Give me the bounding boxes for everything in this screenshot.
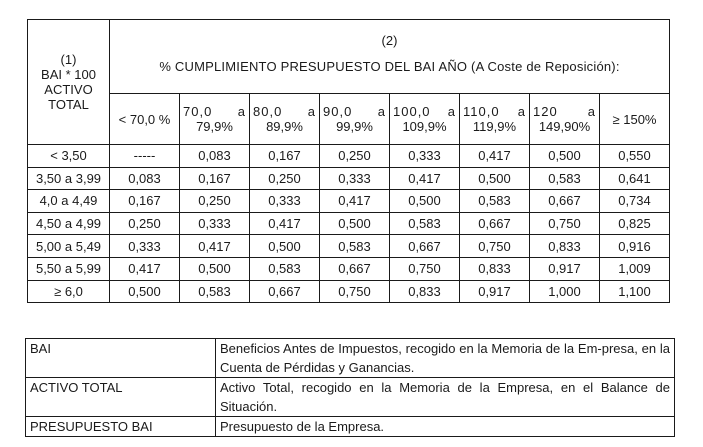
- coefficient-cell: 0,583: [530, 167, 600, 190]
- row-label: 4,0 a 4,49: [28, 190, 110, 213]
- coefficient-cell: 0,167: [250, 145, 320, 168]
- coefficient-cell: 1,100: [600, 280, 670, 303]
- coefficient-cell: 0,667: [390, 235, 460, 258]
- coefficient-cell: 0,500: [110, 280, 180, 303]
- coefficient-cell: 0,333: [320, 167, 390, 190]
- coefficient-cell: 0,500: [320, 212, 390, 235]
- coefficient-cell: 0,500: [250, 235, 320, 258]
- coefficient-cell: 0,083: [110, 167, 180, 190]
- coefficient-cell: 0,333: [250, 190, 320, 213]
- column-header: ≥ 150%: [600, 94, 670, 145]
- coefficient-cell: 0,167: [180, 167, 250, 190]
- row-header-formula: [28, 20, 110, 145]
- note-2: (2): [381, 32, 398, 48]
- coefficient-cell: 0,583: [320, 235, 390, 258]
- coefficient-cell: 0,417: [460, 145, 530, 168]
- column-header: 100,0 a 109,9%: [390, 94, 460, 145]
- row-label: 5,00 a 5,49: [28, 235, 110, 258]
- definition-term: PRESUPUESTO BAI: [26, 417, 216, 437]
- coefficient-cell: -----: [110, 145, 180, 168]
- definition-term: ACTIVO TOTAL: [26, 378, 216, 417]
- row-label: 3,50 a 3,99: [28, 167, 110, 190]
- coefficient-cell: 0,333: [110, 235, 180, 258]
- coefficient-cell: 0,583: [460, 190, 530, 213]
- row-label: 4,50 a 4,99: [28, 212, 110, 235]
- coefficient-cell: 0,750: [530, 212, 600, 235]
- coefficient-cell: 0,417: [320, 190, 390, 213]
- coefficient-cell: 1,000: [530, 280, 600, 303]
- coefficient-cell: 0,833: [460, 257, 530, 280]
- definition-row: [26, 339, 675, 378]
- coefficient-cell: 0,667: [530, 190, 600, 213]
- coefficient-cell: 0,833: [530, 235, 600, 258]
- table-row: [28, 145, 670, 168]
- coefficient-cell: 0,417: [390, 167, 460, 190]
- coefficient-table: [27, 19, 670, 303]
- coefficient-cell: 0,583: [390, 212, 460, 235]
- table-row: [28, 235, 670, 258]
- coefficient-cell: 0,333: [180, 212, 250, 235]
- definition-text: Activo Total, recogido en la Memoria de la Empresa, en el Balance de Situación.: [216, 378, 675, 417]
- table-row: [28, 212, 670, 235]
- coefficient-cell: 0,583: [250, 257, 320, 280]
- coefficient-cell: 0,250: [180, 190, 250, 213]
- coefficient-cell: 0,167: [110, 190, 180, 213]
- coefficient-cell: 0,641: [600, 167, 670, 190]
- note-1: (1): [60, 52, 77, 67]
- coefficient-cell: 0,417: [250, 212, 320, 235]
- coefficient-cell: 0,250: [320, 145, 390, 168]
- definition-row: [26, 417, 675, 437]
- formula-numerator: BAI * 100: [41, 67, 96, 82]
- coefficient-cell: 0,333: [390, 145, 460, 168]
- coefficient-cell: 0,750: [320, 280, 390, 303]
- column-header: 90,0 a 99,9%: [320, 94, 390, 145]
- coefficient-cell: 0,417: [180, 235, 250, 258]
- table-row: [28, 280, 670, 303]
- row-label: 5,50 a 5,99: [28, 257, 110, 280]
- definition-text: Beneficios Antes de Impuestos, recogido en la Memoria de la Em-presa, en la Cuenta de Pérdidas y Ganancias.: [216, 339, 675, 378]
- column-header: 110,0 a 119,9%: [460, 94, 530, 145]
- table-row: [28, 257, 670, 280]
- coefficient-cell: 0,250: [110, 212, 180, 235]
- coefficient-cell: 0,750: [390, 257, 460, 280]
- coefficient-cell: 0,667: [460, 212, 530, 235]
- coefficient-cell: 0,833: [390, 280, 460, 303]
- column-header: 120 a 149,90%: [530, 94, 600, 145]
- coefficient-cell: 0,917: [460, 280, 530, 303]
- coefficient-cell: 0,917: [530, 257, 600, 280]
- row-label: ≥ 6,0: [28, 280, 110, 303]
- coefficient-cell: 0,667: [250, 280, 320, 303]
- coefficient-cell: 0,500: [180, 257, 250, 280]
- column-header: < 70,0 %: [110, 94, 180, 145]
- formula-denominator-1: ACTIVO: [44, 82, 93, 97]
- definition-text: Presupuesto de la Empresa.: [216, 417, 675, 437]
- coefficient-cell: 0,500: [460, 167, 530, 190]
- coefficient-cell: 0,550: [600, 145, 670, 168]
- coefficient-cell: 0,750: [460, 235, 530, 258]
- coefficient-cell: 0,250: [250, 167, 320, 190]
- table-row: [28, 167, 670, 190]
- coefficient-cell: 0,083: [180, 145, 250, 168]
- column-group-title: % CUMPLIMIENTO PRESUPUESTO DEL BAI AÑO (A Coste de Reposición):: [159, 58, 620, 74]
- row-label: < 3,50: [28, 145, 110, 168]
- coefficient-cell: 0,734: [600, 190, 670, 213]
- coefficient-cell: 0,916: [600, 235, 670, 258]
- coefficient-cell: 0,417: [110, 257, 180, 280]
- column-group-header: [110, 20, 670, 94]
- table-row: [28, 190, 670, 213]
- coefficient-cell: 1,009: [600, 257, 670, 280]
- coefficient-cell: 0,667: [320, 257, 390, 280]
- definition-term: BAI: [26, 339, 216, 378]
- definition-row: [26, 378, 675, 417]
- column-header: 80,0 a 89,9%: [250, 94, 320, 145]
- coefficient-cell: 0,500: [530, 145, 600, 168]
- formula-denominator-2: TOTAL: [48, 97, 89, 112]
- coefficient-cell: 0,583: [180, 280, 250, 303]
- definitions-table: [25, 338, 675, 437]
- column-header: 70,0 a 79,9%: [180, 94, 250, 145]
- coefficient-cell: 0,825: [600, 212, 670, 235]
- coefficient-cell: 0,500: [390, 190, 460, 213]
